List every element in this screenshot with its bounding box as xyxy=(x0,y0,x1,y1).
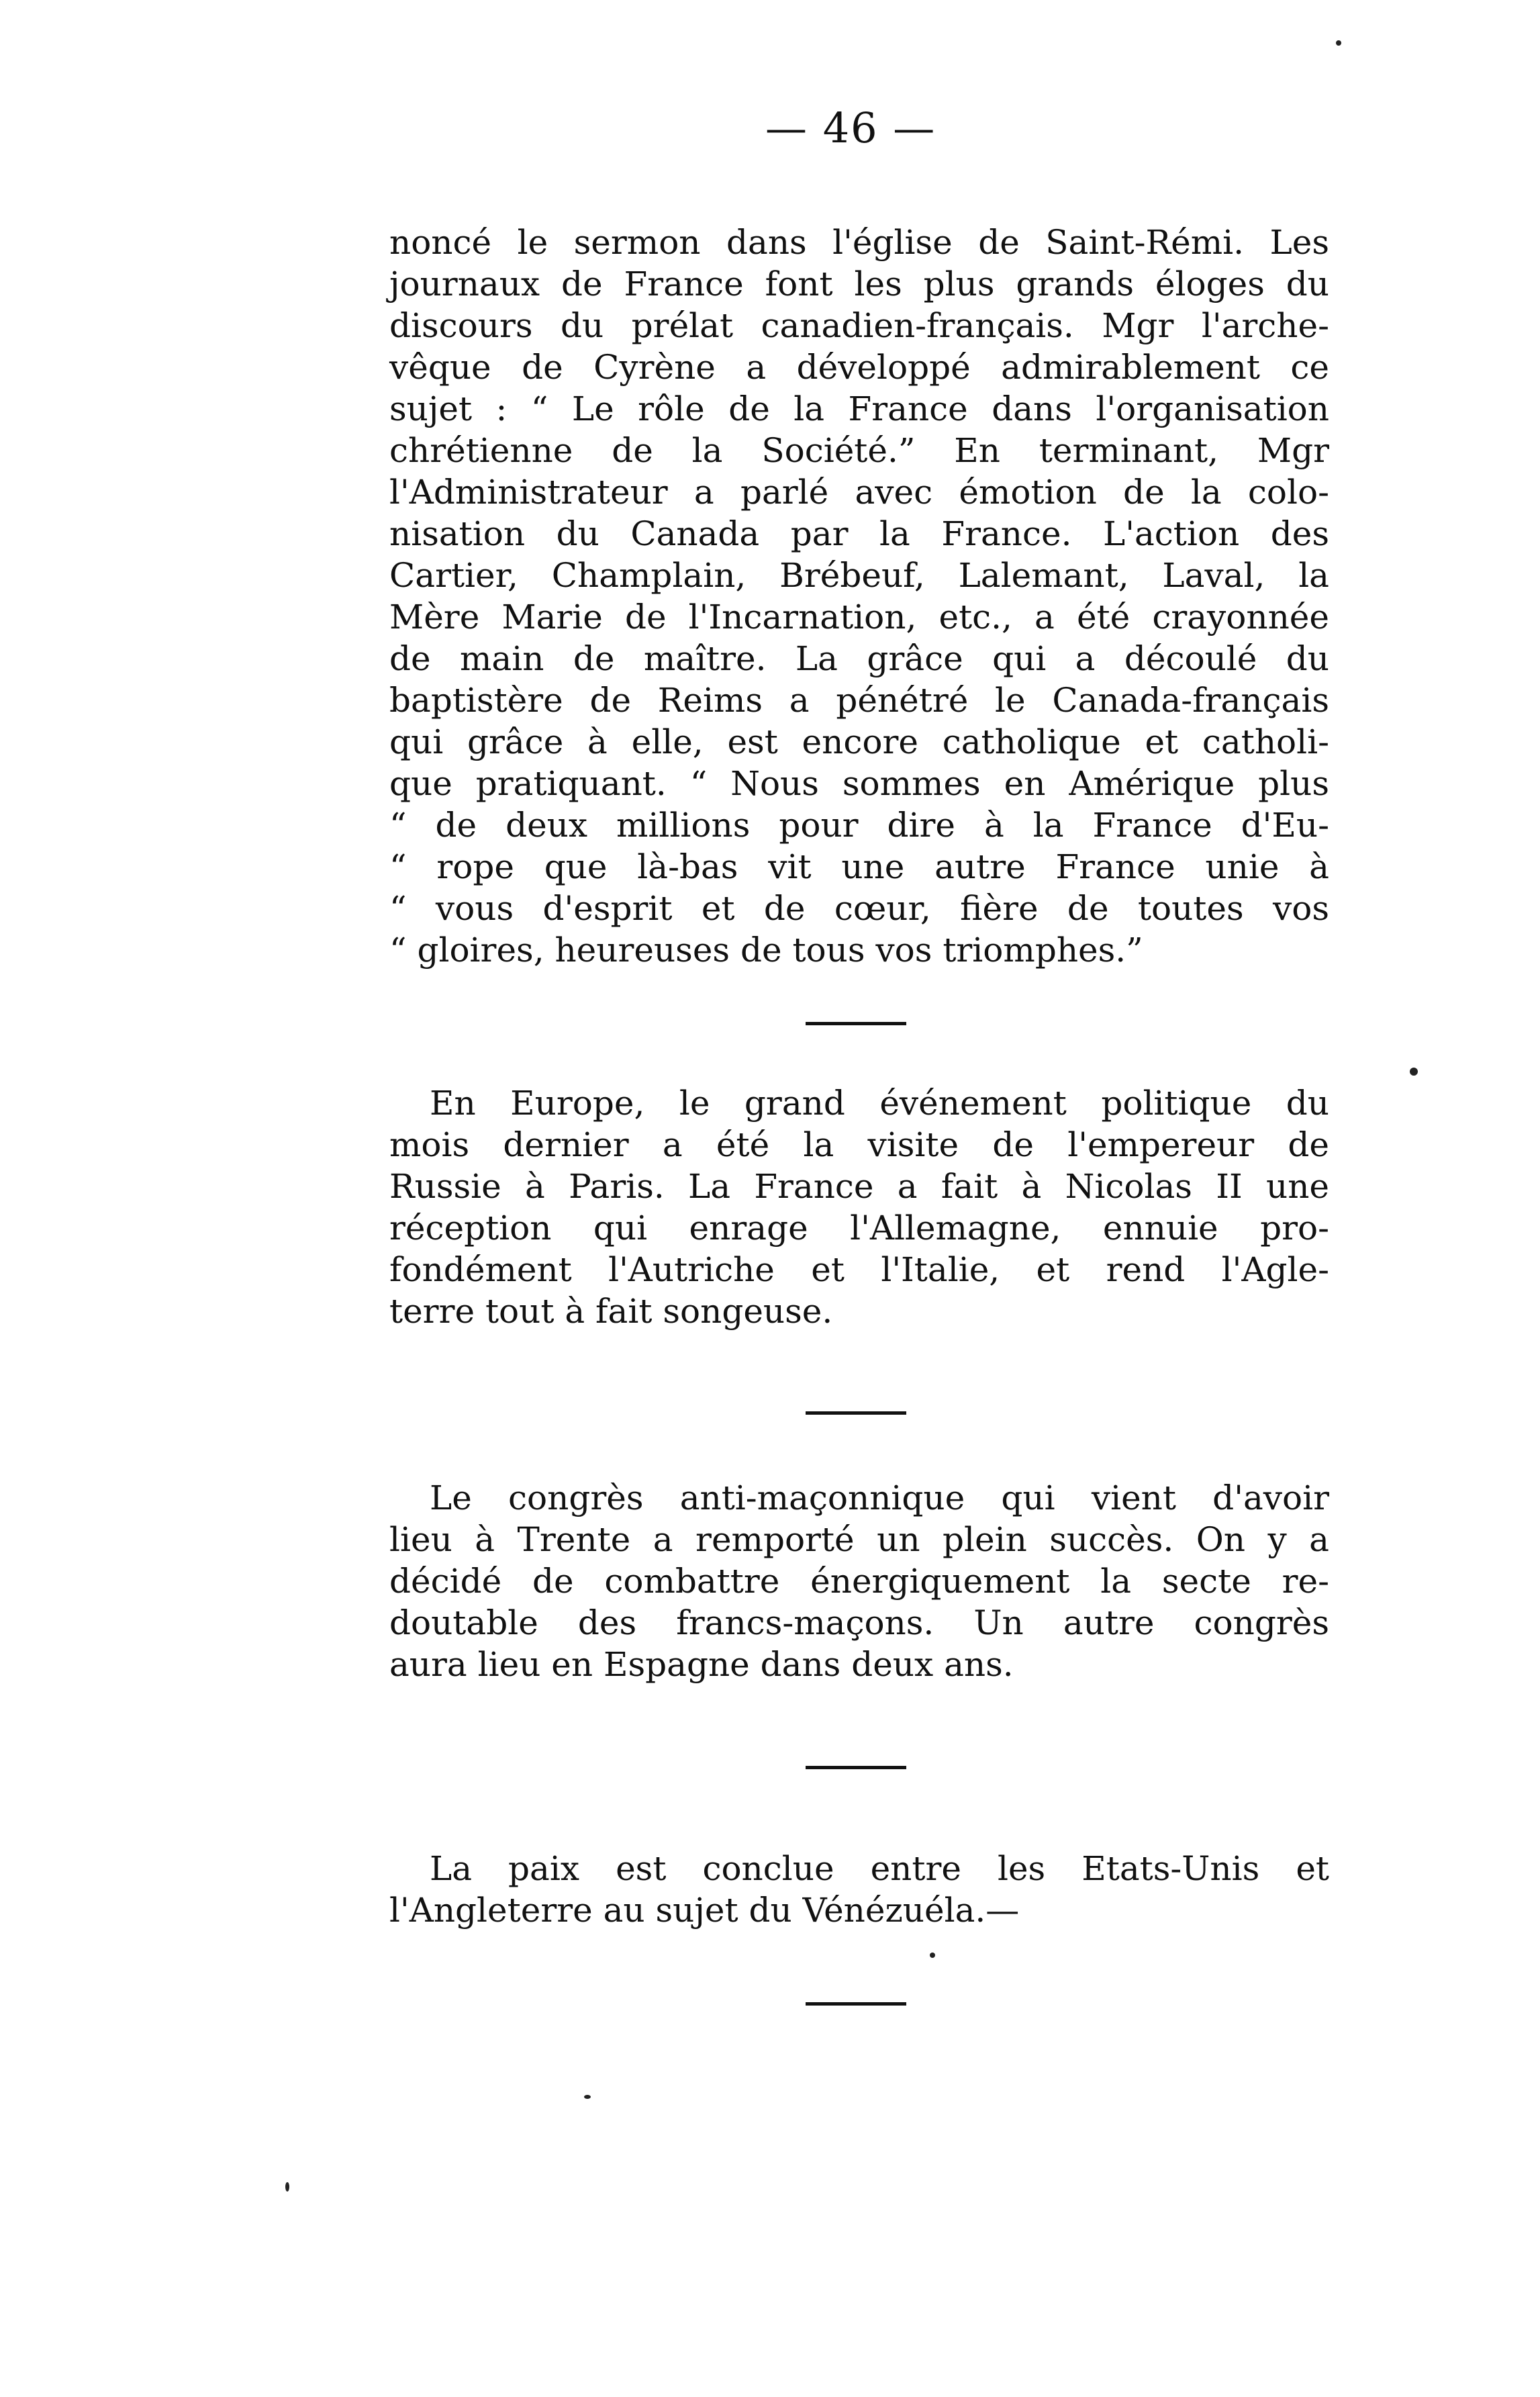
text-line: qui grâce à elle, est encore catholique et catholi- xyxy=(389,722,1329,761)
text-line: lieu à Trente a remporté un plein succès. On y a xyxy=(389,1520,1329,1559)
text-line: terre tout à fait songeuse. xyxy=(389,1292,833,1331)
text-line: l'Administrateur a parlé avec émotion de la colo- xyxy=(389,473,1329,512)
scan-speck xyxy=(285,2182,289,2192)
text-line: doutable des francs-maçons. Un autre congrès xyxy=(389,1603,1329,1642)
text-line: Le congrès anti-maçonnique qui vient d'avoir xyxy=(430,1478,1329,1517)
section-divider xyxy=(806,2002,906,2006)
text-line: aura lieu en Espagne dans deux ans. xyxy=(389,1645,1014,1684)
scan-speck xyxy=(1410,1068,1418,1076)
text-line: journaux de France font les plus grands éloges du xyxy=(389,265,1329,303)
text-line: noncé le sermon dans l'église de Saint-Rémi. Les xyxy=(389,223,1329,262)
text-line: l'Angleterre au sujet du Vénézuéla.— xyxy=(389,1891,1020,1930)
text-line: de main de maître. La grâce qui a découlé du xyxy=(389,639,1329,678)
text-line: “ de deux millions pour dire à la France d'Eu- xyxy=(389,806,1329,845)
paragraph-europe xyxy=(389,1082,1329,1332)
text-line: La paix est conclue entre les Etats-Unis et xyxy=(430,1849,1329,1888)
text-line: Mère Marie de l'Incarnation, etc., a été crayonnée xyxy=(389,598,1329,637)
page-number: — 46 — xyxy=(765,103,936,152)
text-line: mois dernier a été la visite de l'empereur de xyxy=(389,1125,1329,1164)
text-line: “ gloires, heureuses de tous vos triomphes.” xyxy=(389,931,1143,970)
text-line: que pratiquant. “ Nous sommes en Amérique plus xyxy=(389,764,1329,803)
paragraph-peace xyxy=(389,1848,1329,1931)
section-divider xyxy=(806,1766,906,1769)
scan-speck xyxy=(584,2095,591,2099)
text-line: chrétienne de la Société.” En terminant, Mgr xyxy=(389,431,1329,470)
text-line: sujet : “ Le rôle de la France dans l'organisation xyxy=(389,389,1329,428)
text-line: Cartier, Champlain, Brébeuf, Lalemant, Laval, la xyxy=(389,556,1329,595)
text-line: “ rope que là-bas vit une autre France unie à xyxy=(389,847,1329,886)
text-line: nisation du Canada par la France. L'action des xyxy=(389,514,1329,553)
text-line: discours du prélat canadien-français. Mgr l'arche- xyxy=(389,306,1329,345)
text-line: baptistère de Reims a pénétré le Canada-français xyxy=(389,681,1329,720)
scan-speck xyxy=(1336,40,1341,46)
text-line: réception qui enrage l'Allemagne, ennuie pro- xyxy=(389,1209,1329,1248)
section-divider xyxy=(806,1411,906,1415)
text-line: “ vous d'esprit et de cœur, fière de toutes vos xyxy=(389,889,1329,928)
text-line: vêque de Cyrène a développé admirablement ce xyxy=(389,348,1329,387)
section-divider xyxy=(806,1022,906,1025)
text-line: fondément l'Autriche et l'Italie, et rend l'Agle- xyxy=(389,1250,1329,1289)
paragraph-sermon xyxy=(389,222,1329,971)
text-line: décidé de combattre énergiquement la secte re- xyxy=(389,1562,1329,1601)
scan-speck xyxy=(930,1953,935,1958)
text-line: Russie à Paris. La France a fait à Nicolas II une xyxy=(389,1167,1329,1206)
paragraph-congress xyxy=(389,1477,1329,1685)
text-line: En Europe, le grand événement politique du xyxy=(430,1084,1329,1123)
